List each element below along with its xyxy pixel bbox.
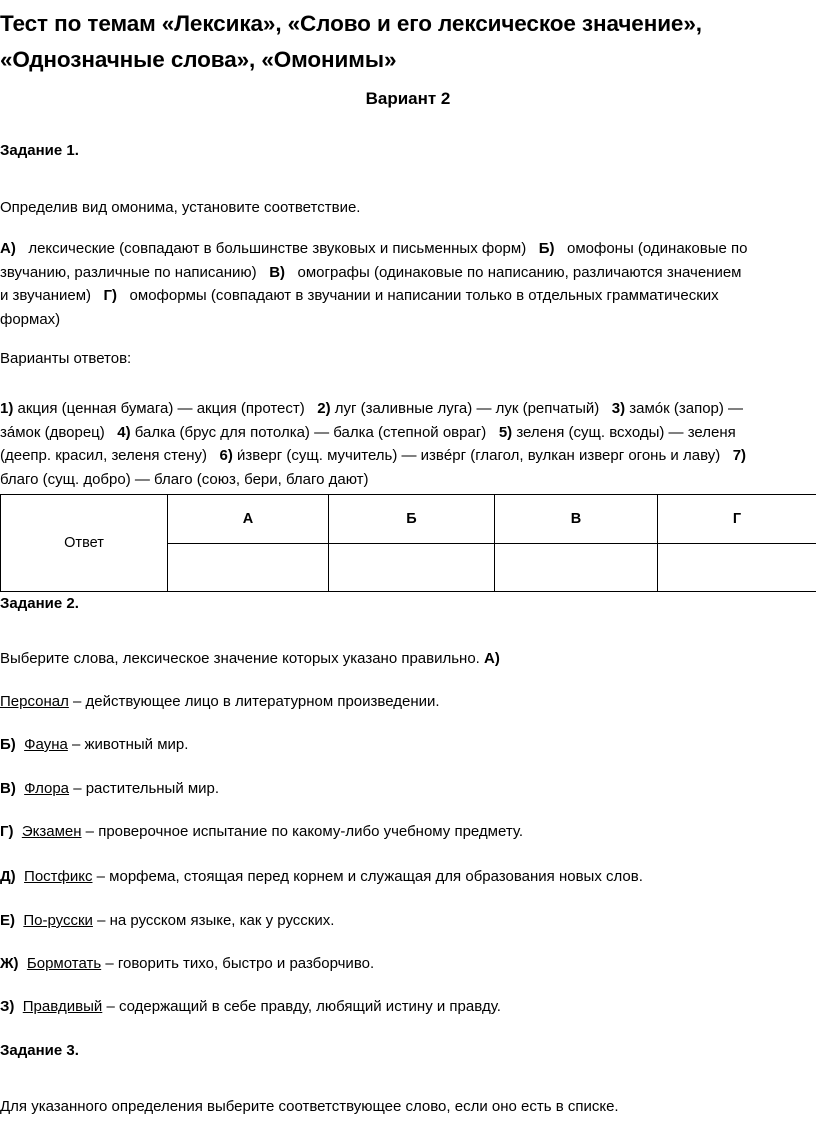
item-word: Правдивый [22,998,103,1015]
item-spacer [16,868,24,885]
type-marker: В) [269,263,286,281]
column-header-v: В [495,495,658,544]
item-letter: Е) [0,912,15,929]
item-letter: А) [484,650,500,667]
item-definition: – действующее лицо в литературном произведении. [68,693,440,710]
column-header-a: А [168,495,329,544]
answer-cell-b[interactable] [329,544,495,592]
task2-instruction-text: Выберите слова, лексическое значение которых указано правильно. [0,650,485,667]
option-line [0,397,806,421]
option-text: зеленя (сущ. всходы) — зеленя [512,423,736,441]
type-line [0,261,806,285]
column-header-b: Б [329,495,495,544]
item-word: По-русски [23,912,93,929]
option-text: благо (сущ. добро) — благо (союз, бери, благо дают) [0,470,369,488]
option-line [0,444,806,468]
item-spacer [19,955,27,972]
answer-options-list [0,397,806,491]
item-word: Экзамен [21,823,82,840]
answer-cell-g[interactable] [658,544,816,592]
item-letter: Д) [0,868,16,885]
option-line [0,421,806,445]
task2-heading: Задание 2. [0,595,79,612]
definition-item [0,820,806,844]
type-text: омофоны (одинаковые по [554,240,748,257]
option-text: (деепр. красил, зеленя стену) [0,447,220,464]
item-letter: В) [0,780,16,797]
option-marker: 6) [219,447,233,464]
item-letter: Ж) [0,955,19,972]
option-line [0,468,806,492]
option-marker: 2) [317,400,331,417]
answer-row-label: Ответ [1,495,168,592]
option-text: замóк (запор) — [625,400,744,417]
item-word: Постфикс [24,868,93,885]
item-definition: – содержащий в себе правду, любящий истину и правду. [102,998,501,1015]
task3-heading: Задание 3. [0,1042,79,1059]
answer-cell-a[interactable] [168,544,329,592]
answer-table [0,494,816,592]
option-marker: 4) [117,423,131,441]
item-definition: – говорить тихо, быстро и разборчиво. [101,955,375,972]
item-letter: Г) [0,823,14,840]
column-header-g: Г [658,495,816,544]
answer-cell-v[interactable] [495,544,658,592]
item-letter: Б) [0,736,16,753]
task3-instruction: Для указанного определения выберите соответствующее слово, если оно есть в списке. [0,1098,619,1115]
option-text: луг (заливные луга) — лук (репчатый) [330,400,612,417]
item-definition: – проверочное испытание по какому-либо учебному предмету. [81,823,524,840]
definition-item [0,777,806,801]
type-text: звучанию, различные по написанию) [0,263,270,281]
option-marker: 3) [611,400,626,417]
type-marker: А) [0,240,16,257]
definition-item [0,690,806,714]
type-text: и звучанием) [0,287,104,304]
definition-item [0,952,806,976]
page-title [0,6,810,78]
type-marker: Б) [538,240,555,257]
item-letter: З) [0,998,15,1015]
item-spacer [14,823,22,840]
item-definition: – морфема, стоящая перед корнем и служащая для образования новых слов. [92,868,643,885]
option-marker: 1) [0,400,14,417]
homonym-types-list [0,237,806,331]
answers-label: Варианты ответов: [0,350,132,367]
type-text: омографы (одинаковые по написанию, различаются значением [285,263,742,281]
type-text: формах) [0,310,61,328]
type-line [0,308,806,332]
option-text: акция (ценная бумага) — акция (протест) [13,400,318,417]
type-marker: Г) [103,287,118,304]
definition-item [0,909,806,933]
item-spacer [14,998,22,1015]
item-definition: – на русском языке, как у русских. [92,912,335,929]
type-line [0,237,806,261]
item-spacer [16,780,24,797]
item-word: Персонал [0,693,69,710]
task1-instruction: Определив вид омонима, установите соответствие. [0,199,361,216]
title-line-1: Тест по темам «Лексика», «Слово и его лексическое значение», [0,11,702,36]
option-text: балка (брус для потолка) — балка (степной овраг) [130,423,499,441]
item-spacer [16,736,24,753]
option-text: зáмок (дворец) [0,423,118,441]
title-line-2: «Однозначные слова», «Омонимы» [0,47,397,72]
definition-item [0,865,806,889]
variant-heading: Вариант 2 [365,89,451,108]
item-definition: – растительный мир. [69,780,220,797]
definition-item [0,733,806,757]
definition-item [0,995,806,1019]
item-word: Флора [24,780,70,797]
item-word: Фауна [24,736,68,753]
option-marker: 7) [732,447,747,464]
item-word: Бормотать [26,955,102,972]
option-marker: 5) [498,423,513,441]
option-text: и́зверг (сущ. мучитель) — извéрг (глагол, вулкан изверг огонь и лаву) [232,447,733,464]
task1-heading: Задание 1. [0,142,79,159]
item-definition: – животный мир. [67,736,189,753]
type-line [0,284,806,308]
type-text: лексические (совпадают в большинстве звуковых и письменных форм) [15,240,539,257]
type-text: омоформы (совпадают в звучании и написании только в отдельных грамматических [117,287,719,304]
task2-instruction [0,647,806,671]
